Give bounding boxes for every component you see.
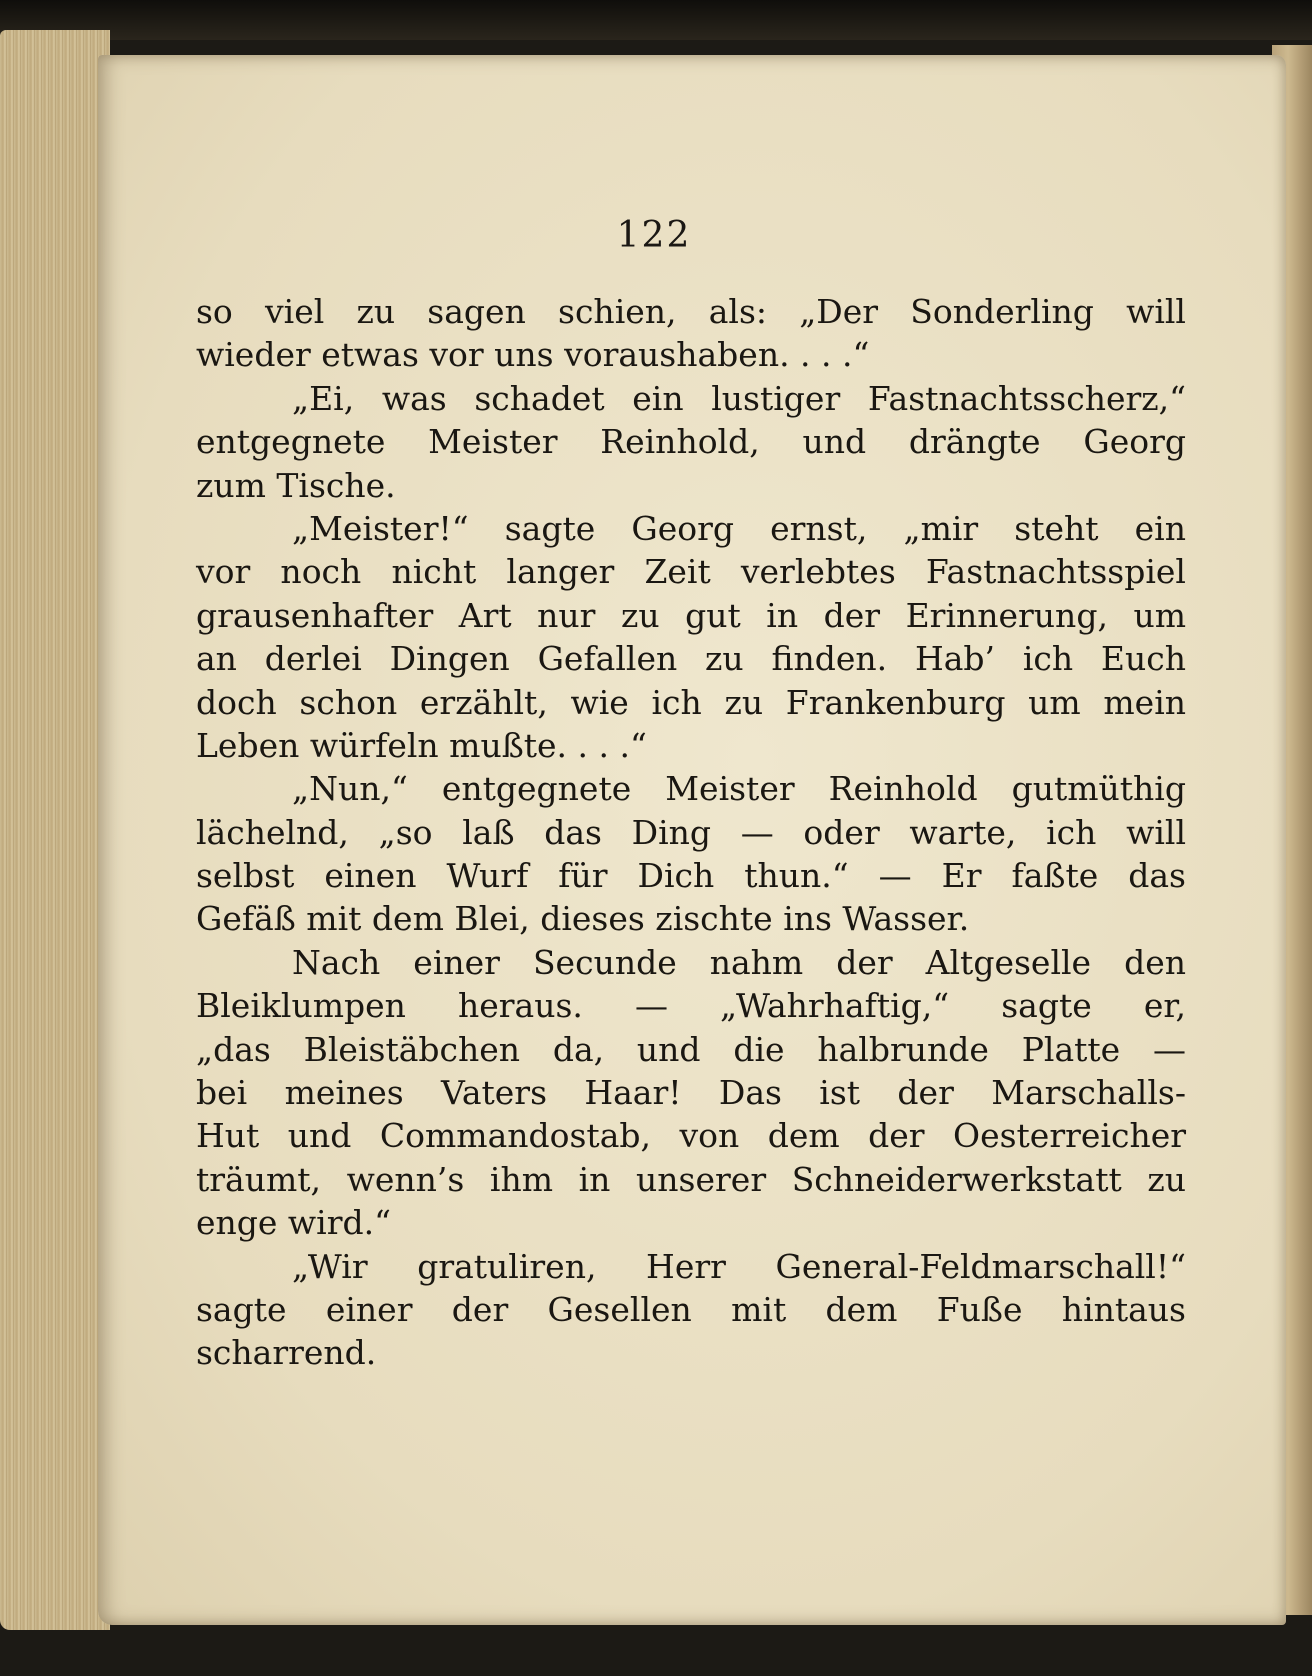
text-line: „Nun,“ entgegnete Meister Reinhold gutmüthig — [292, 769, 1186, 809]
text-line: „Ei, was schadet ein lustiger Fastnachtsscherz,“ — [292, 378, 1186, 418]
text-line: grausenhafter Art nur zu gut in der Erinnerung, um — [196, 595, 1186, 635]
book-cover-edge — [0, 0, 1312, 40]
page-number: 122 — [616, 215, 692, 256]
text-line: lächelnd, „so laß das Ding — oder warte, ich will — [196, 812, 1186, 852]
text-line: „Meister!“ sagte Georg ernst, „mir steht ein — [292, 508, 1186, 548]
text-line: bei meines Vaters Haar! Das ist der Marschalls- — [196, 1073, 1186, 1113]
text-line: enge wird.“ — [196, 1203, 391, 1243]
text-line: zum Tische. — [196, 465, 396, 505]
text-line: träumt, wenn’s ihm in unserer Schneiderwerkstatt zu — [196, 1159, 1186, 1199]
text-line: an derlei Dingen Gefallen zu finden. Hab’ ich Euch — [196, 639, 1186, 679]
text-line: vor noch nicht langer Zeit verlebtes Fastnachtsspiel — [196, 552, 1186, 592]
text-line: wieder etwas vor uns voraushaben. . . .“ — [196, 335, 870, 375]
text-line: entgegnete Meister Reinhold, und drängte Georg — [196, 422, 1186, 462]
body-text — [196, 290, 1186, 1375]
text-line: „Wir gratuliren, Herr General-Feldmarschall!“ — [292, 1246, 1186, 1286]
text-line: scharrend. — [196, 1333, 377, 1373]
text-line: Leben würfeln mußte. . . .“ — [196, 725, 647, 765]
page-edges — [0, 30, 110, 1630]
text-line: Hut und Commandostab, von dem der Oesterreicher — [196, 1116, 1186, 1156]
text-line: doch schon erzählt, wie ich zu Frankenburg um mein — [196, 682, 1186, 722]
text-line: sagte einer der Gesellen mit dem Fuße hintaus — [196, 1289, 1186, 1329]
text-line: Bleiklumpen heraus. — „Wahrhaftig,“ sagte er, — [196, 986, 1186, 1026]
text-line: Gefäß mit dem Blei, dieses zischte ins Wasser. — [196, 899, 970, 939]
text-line: „das Bleistäbchen da, und die halbrunde Platte — — [196, 1029, 1186, 1069]
text-line: selbst einen Wurf für Dich thun.“ — Er faßte das — [196, 856, 1186, 896]
text-line: so viel zu sagen schien, als: „Der Sonderling will — [196, 292, 1186, 331]
text-line: Nach einer Secunde nahm der Altgeselle den — [292, 942, 1186, 982]
